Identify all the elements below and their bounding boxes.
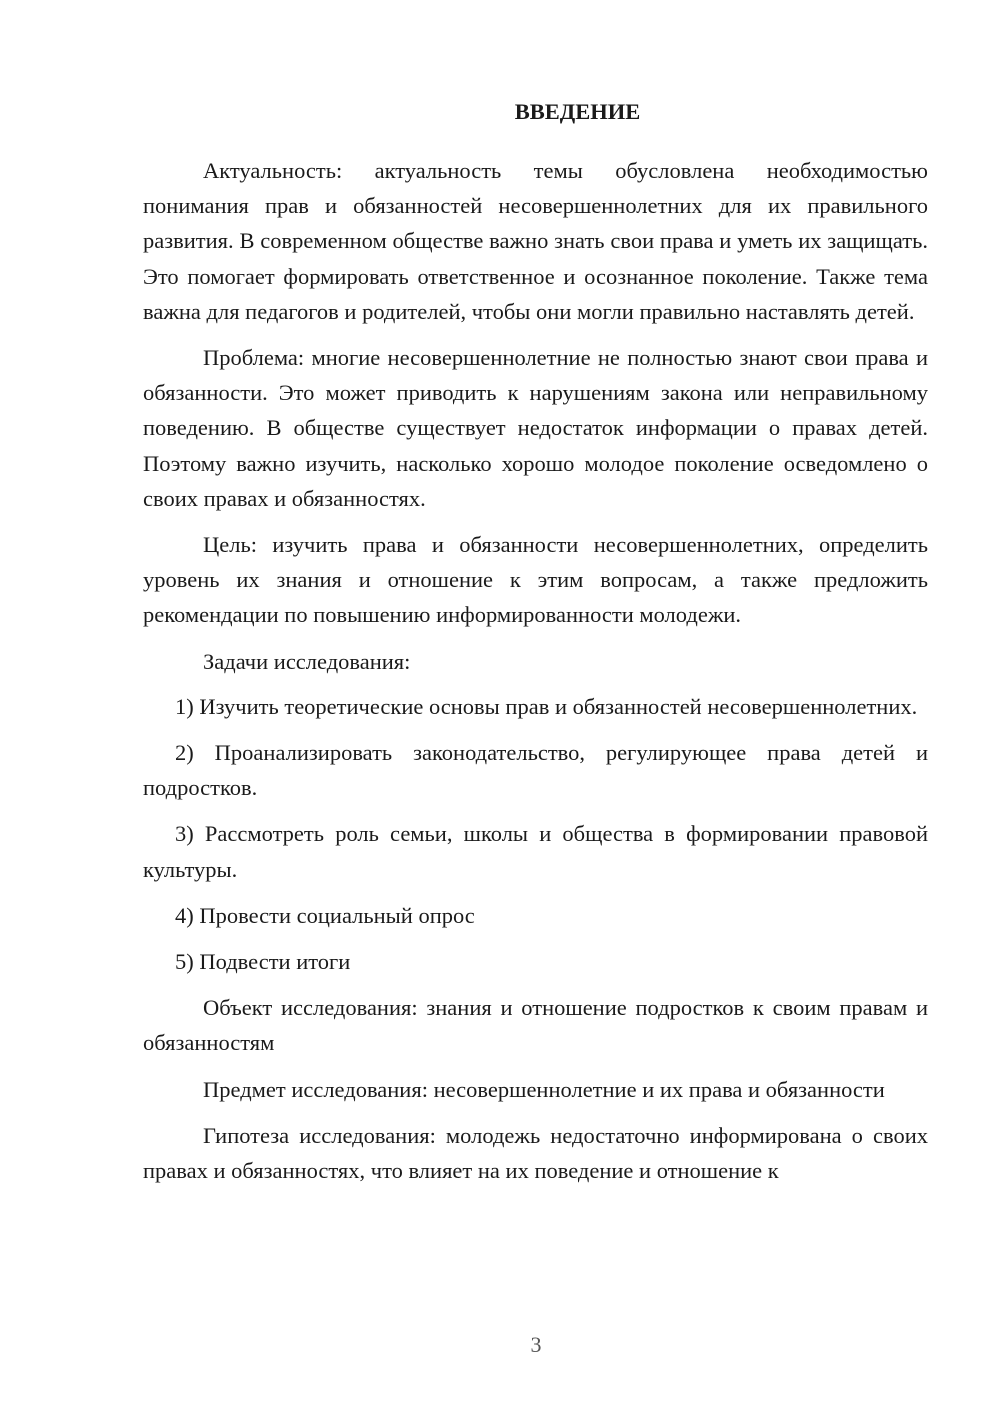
- task-item-4: 4) Провести социальный опрос: [175, 902, 475, 928]
- paragraph-hypothesis: Гипотеза исследования: молодежь недостаточно информирована о своих правах и обязанностях, что влияет на их поведение и отношение к: [143, 1122, 928, 1184]
- paragraph-tasks-heading: Задачи исследования:: [203, 648, 411, 674]
- page-number: 3: [530, 1332, 542, 1357]
- section-heading: ВВЕДЕНИЕ: [514, 99, 641, 124]
- paragraph-object: Объект исследования: знания и отношение подростков к своим правам и обязанностям: [143, 995, 928, 1056]
- paragraph-goal: Цель: изучить права и обязанности несовершеннолетних, определить уровень их знания и отношение к этим вопросам, а также предложить рекомендации по повышению информированности молодежи.: [143, 532, 928, 628]
- document-body: [143, 94, 928, 1199]
- task-item-5: 5) Подвести итоги: [175, 949, 351, 975]
- task-item-1: 1) Изучить теоретические основы прав и обязанностей несовершеннолетних.: [175, 693, 918, 719]
- task-item-2: 2) Проанализировать законодательство, регулирующее права детей и подростков.: [143, 740, 928, 801]
- task-item-3: 3) Рассмотреть роль семьи, школы и общества в формировании правовой культуры.: [143, 821, 928, 882]
- paragraph-problem: Проблема: многие несовершеннолетние не полностью знают свои права и обязанности. Это может приводить к нарушениям закона или неправильному поведению. В обществе существует недостаток информации о правах детей. Поэтому важно изучить, насколько хорошо молодое поколение осведомлено о своих правах и обязанностях.: [143, 345, 928, 511]
- paragraph-subject: Предмет исследования: несовершеннолетние и их права и обязанности: [203, 1076, 885, 1102]
- paragraph-relevance: Актуальность: актуальность темы обусловлена необходимостью понимания прав и обязанностей несовершеннолетних для их правильного развития. В современном обществе важно знать свои права и уметь их защищать. Это помогает формировать ответственное и осознанное поколение. Также тема важна для педагогов и родителей, чтобы они могли правильно наставлять детей.: [143, 158, 928, 324]
